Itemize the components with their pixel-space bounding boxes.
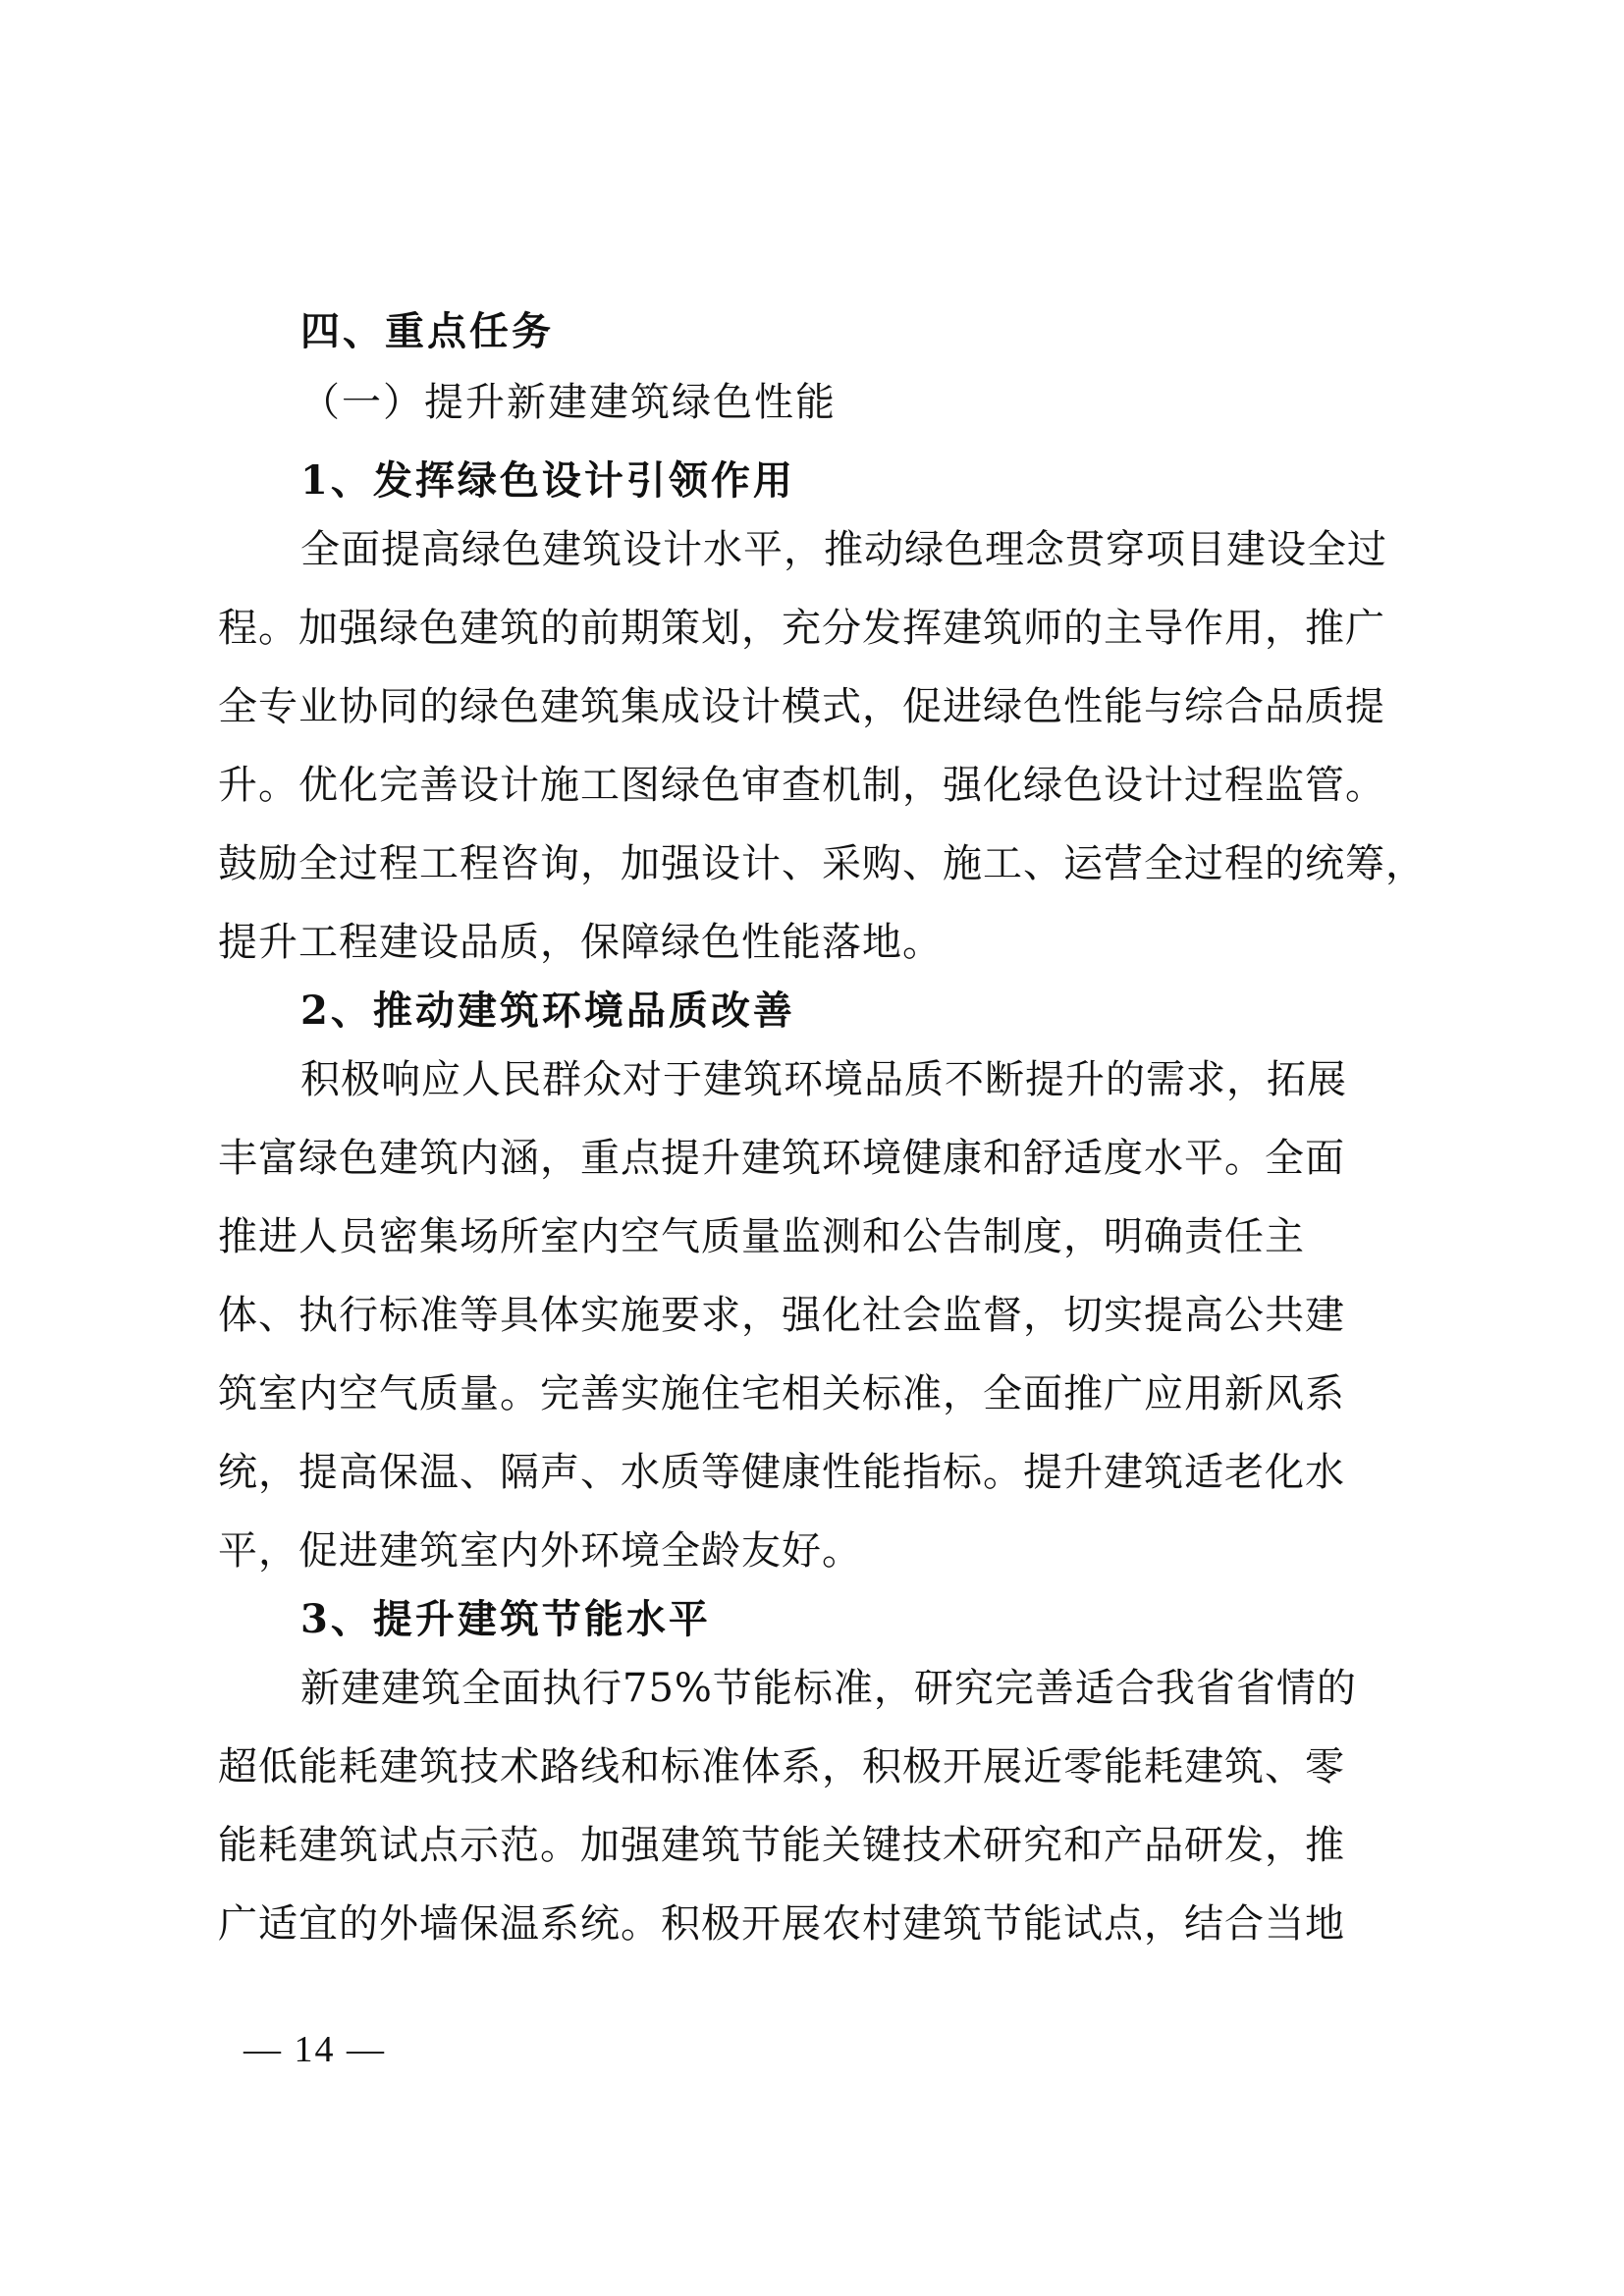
subsection-heading: （一）提升新建建筑绿色性能 [300,380,837,425]
task-item [218,452,1426,982]
task-item-title: 1、发挥绿色设计引领作用 [300,457,795,504]
page-number: — 14 — [244,2029,386,2070]
section-heading: 四、重点任务 [300,309,554,354]
paragraph-line: 鼓励全过程工程咨询，加强设计、采购、施工、运营全过程的统筹， [218,841,1426,886]
task-item [218,982,1426,1590]
paragraph-line: 统，提高保温、隔声、水质等健康性能指标。提升建筑适老化水 [218,1450,1345,1495]
task-item-paragraph [218,1041,1426,1590]
task-item-title: 3、提升建筑节能水平 [300,1596,711,1642]
paragraph-line: 筑室内空气质量。完善实施住宅相关标准，全面推广应用新风系 [218,1371,1345,1416]
task-item-paragraph [218,1649,1426,1963]
task-item-paragraph [218,510,1426,982]
document-body [218,302,1426,1963]
paragraph-line: 全面提高绿色建筑设计水平，推动绿色理念贯穿项目建设全过 [300,527,1387,572]
paragraph-line: 体、执行标准等具体实施要求，强化社会监督，切实提高公共建 [218,1293,1345,1338]
paragraph-line: 推进人员密集场所室内空气质量监测和公告制度，明确责任主 [218,1214,1305,1259]
paragraph-line: 积极响应人民群众对于建筑环境品质不断提升的需求，拓展 [300,1057,1347,1102]
paragraph-line: 丰富绿色建筑内涵，重点提升建筑环境健康和舒适度水平。全面 [218,1136,1345,1181]
paragraph-line: 广适宜的外墙保温系统。积极开展农村建筑节能试点，结合当地 [218,1901,1345,1947]
task-item-title: 2、推动建筑环境品质改善 [300,988,795,1034]
paragraph-line: 超低能耗建筑技术路线和标准体系，积极开展近零能耗建筑、零 [218,1744,1345,1789]
paragraph-line: 能耗建筑试点示范。加强建筑节能关键技术研究和产品研发，推 [218,1823,1345,1868]
paragraph-line: 全专业协同的绿色建筑集成设计模式，促进绿色性能与综合品质提 [218,684,1385,729]
paragraph-line: 程。加强绿色建筑的前期策划，充分发挥建筑师的主导作用，推广 [218,606,1385,651]
task-item [218,1590,1426,1963]
paragraph-line: 新建建筑全面执行75%节能标准，研究完善适合我省省情的 [300,1666,1357,1711]
paragraph-line: 升。优化完善设计施工图绿色审查机制，强化绿色设计过程监管。 [218,763,1385,808]
paragraph-line: 平，促进建筑室内外环境全龄友好。 [218,1528,862,1574]
paragraph-line: 提升工程建设品质，保障绿色性能落地。 [218,920,943,965]
